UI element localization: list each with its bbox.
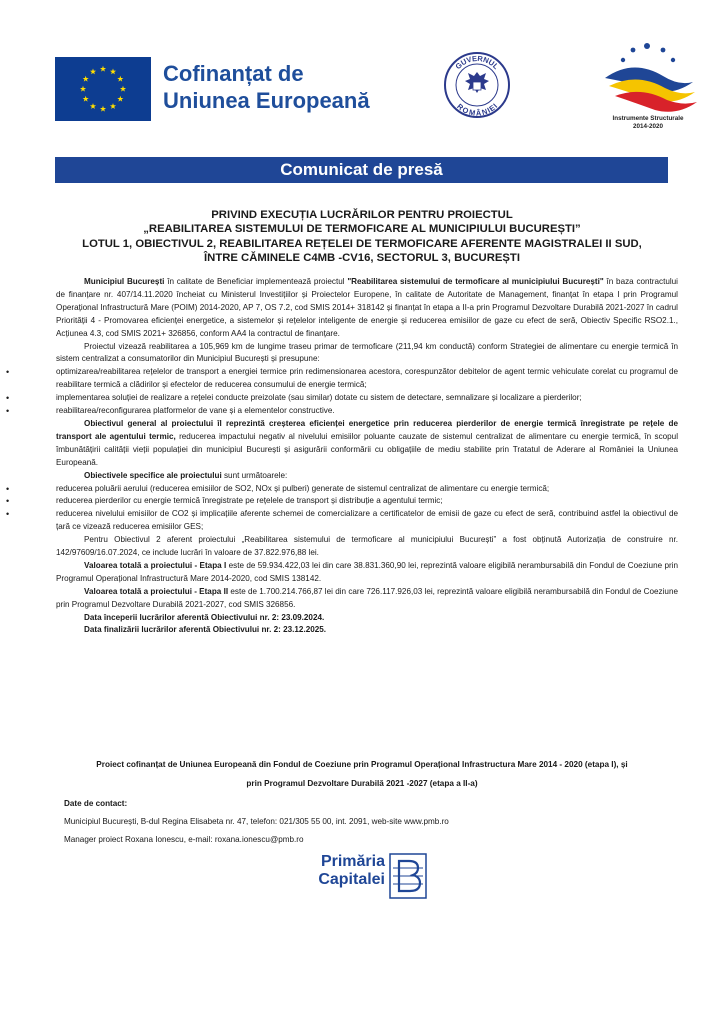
start-date: Data începerii lucrărilor aferentă Obiectivului nr. 2: 23.09.2024. [84, 612, 325, 622]
paragraph-scope: Proiectul vizează reabilitarea a 105,969 km de lungime traseu primar de termoficare (211,94 km conductă) conform Strategiei de alimentare cu energie termică în sistem centralizat a consumatorilor din Municipiul București și presupune: [56, 341, 678, 364]
list-item: • reducerea poluării aerului (reducerea emisiilor de SO2, NOx și pulberi) generate de sistemul centralizat de alimentare cu energie termică; [56, 483, 678, 496]
value-stage2-text: este de 1.700.214.766,87 lei din care 726.117.926,03 lei, reprezintă valoare eligibilă nerambursabilă din Fondul de Coeziune prin Programul Dezvoltare Durabilă 2021-2027, cod SMIS 326856. [56, 586, 678, 609]
title-line2: „REABILITAREA SISTEMULUI DE TERMOFICARE AL MUNICIPIULUI BUCUREȘTI” [143, 223, 581, 236]
title-line4: ÎNTRE CĂMINELE C4MB -CV16, SECTORUL 3, BUCUREȘTI [204, 252, 520, 265]
title-line3: LOTUL 1, OBIECTIVUL 2, REABILITAREA REȚELEI DE TERMOFICARE AFERENTE MAGISTRALEI II SUD, [82, 237, 642, 250]
list-item: • optimizarea/reabilitarea rețelelor de transport a energiei termice prin redimensionarea acestora, corespunzător debitelor de agent termic vehiculate corelat cu programul de reabilitare termică a clădirilor și efectelor de reducerea consumului de energie termică; [56, 366, 678, 392]
contact-manager: Manager proiect Roxana Ionescu, e-mail: roxana.ionescu@pmb.ro [64, 835, 304, 844]
scope-list [56, 366, 678, 418]
cofinantat-line1: Cofinanțat de [163, 61, 304, 86]
instrumente-structurale-caption [590, 115, 706, 131]
value-stage1-text: este de 59.934.422,03 lei din care 38.831.360,90 lei, reprezintă valoare eligibilă nerambursabilă din Fondul de Coeziune prin Programul Operațional Infrastructură Mare 2014-2020, cod SMIS 138142. [56, 560, 679, 583]
value-stage2-bold: Valoarea totală a proiectului - Etapa II [84, 586, 229, 596]
cofinantat-line2: Uniunea Europeană [163, 88, 370, 113]
cofinancing-note [80, 755, 644, 793]
title-line1: PRIVIND EXECUȚIA LUCRĂRILOR PENTRU PROIECTUL [211, 209, 513, 221]
list-item: • reabilitarea/reconfigurarea platformelor de vane și a elementelor constructive. [56, 405, 678, 418]
pmb-emblem-icon [389, 853, 427, 899]
project-name: "Reabilitarea sistemului de termoficare al municipiului București" [347, 277, 604, 286]
government-seal-icon [444, 52, 510, 118]
intro-text-1: în calitate de Beneficiar implementează proiectul [164, 277, 348, 286]
document-title [40, 208, 684, 266]
gov-seal-bottom-text: ROMÂNIEI [455, 101, 500, 118]
contact-address: Municipiul București, B-dul Regina Elisabeta nr. 47, telefon: 021/305 55 00, int. 2091, web-site www.pmb.ro [64, 817, 449, 826]
paragraph-general-objective [56, 418, 678, 470]
specific-objectives-list [56, 483, 678, 535]
page-header [0, 0, 724, 150]
paragraph-value-stage2 [56, 586, 678, 612]
paragraph-value-stage1 [56, 560, 678, 586]
list-item: • implementarea soluției de realizare a rețelei conducte preizolate (sau similar) dotate cu sistem de detectare, semnalizare și localizare a pierderilor; [56, 392, 678, 405]
intro-text-2: în baza contractului de finanțare nr. 407/14.11.2020 încheiat cu Ministerul Investițiilor și Proiectelor Europene, în calitate de Autoritate de Management, finanțat în etapa I prin Programul Operațional Infrastructură Mare (POIM) 2014-2020, AP 7, OS 7.2, cod SMIS 2014+ 318142 și finanțat în etapa a II-a prin Programul Dezvoltare Durabilă 2021-2027 în cadrul Priorității 4 - Promovarea eficienței energetice, a sistemelor și rețelelor inteligente de energie și reducerea emisiilor de gaze cu efect de seră, Obiectiv Specific RSO2.1., Acțiunea 4.3, cod SMIS 2021+ 326856, conform AA4 la contractul de finanțare. [56, 277, 678, 338]
general-objective-text: reducerea impactului negativ al nivelului emisiilor poluante cauzate de sistemul centralizat de alimentare cu energie termică, în scopul îmbunătățirii calității vieții populației din municipiul București și asigurării conformării cu obligațiile de mediu stabilite prin Tratatul de Aderare al României la Uniunea Europeană. [56, 431, 678, 467]
is-caption-line2: 2014-2020 [632, 123, 664, 130]
is-caption-line1: Instrumente Structurale [612, 115, 684, 122]
pmb-logo-text [307, 853, 385, 889]
beneficiary-name: Municipiul București [84, 277, 165, 286]
primaria-capitalei-logo [307, 853, 427, 901]
contact-details [64, 795, 664, 849]
pmb-logo-line2: Capitalei [318, 871, 385, 888]
contact-label: Date de contact: [64, 799, 128, 808]
end-date: Data finalizării lucrărilor aferentă Obiectivului nr. 2: 23.12.2025. [84, 625, 327, 635]
pmb-logo-line1: Primăria [320, 853, 385, 870]
paragraph-authorization: Pentru Obiectivul 2 aferent proiectului „Reabilitarea sistemului de termoficare al municipiului București” a fost obținută Autorizația de construire nr. 142/97609/16.07.2024, ce include lucrări în valoare de 37.822.976,88 lei. [56, 535, 678, 558]
document-body [56, 276, 678, 637]
specific-objectives-text: sunt următoarele: [221, 470, 288, 480]
cofinancing-note-line2: prin Programul Dezvoltare Durabilă 2021 -2027 (etapa a II-a) [246, 779, 478, 788]
eu-flag-icon [55, 57, 151, 121]
paragraph-intro [56, 276, 678, 341]
gov-seal-top-text: GUVERNUL [453, 53, 501, 72]
cofinancing-note-line1: Proiect cofinanțat de Uniunea Europeană din Fondul de Coeziune prin Programul Operațional Infrastructura Mare 2014 - 2020 (etapa I), și [96, 760, 628, 769]
specific-objectives-bold: Obiectivele specifice ale proiectului [84, 470, 222, 480]
paragraph-specific-objectives [56, 470, 678, 483]
list-item: • reducerea pierderilor cu energie termică înregistrate pe rețelele de transport și distribuție a agentului termic; [56, 495, 678, 508]
list-item: • reducerea nivelului emisiilor de CO2 și implicațiile aferente schemei de comercializare a certificatelor de emisii de gaze cu efect de seră, contribuind astfel la obiectivul de țară ce vizează reducerea emisiilor GES; [56, 508, 678, 534]
value-stage1-bold: Valoarea totală a proiectului - Etapa I [84, 560, 227, 570]
cofinantat-heading [163, 60, 370, 114]
general-objective-bold: Obiectivul general al proiectului îl reprezintă creșterea eficienței energetice prin reducerea pierderilor de energie termică înregistrate pe rețele de transport ale agentului termic, [56, 418, 678, 441]
press-release-banner: Comunicat de presă [55, 157, 668, 183]
